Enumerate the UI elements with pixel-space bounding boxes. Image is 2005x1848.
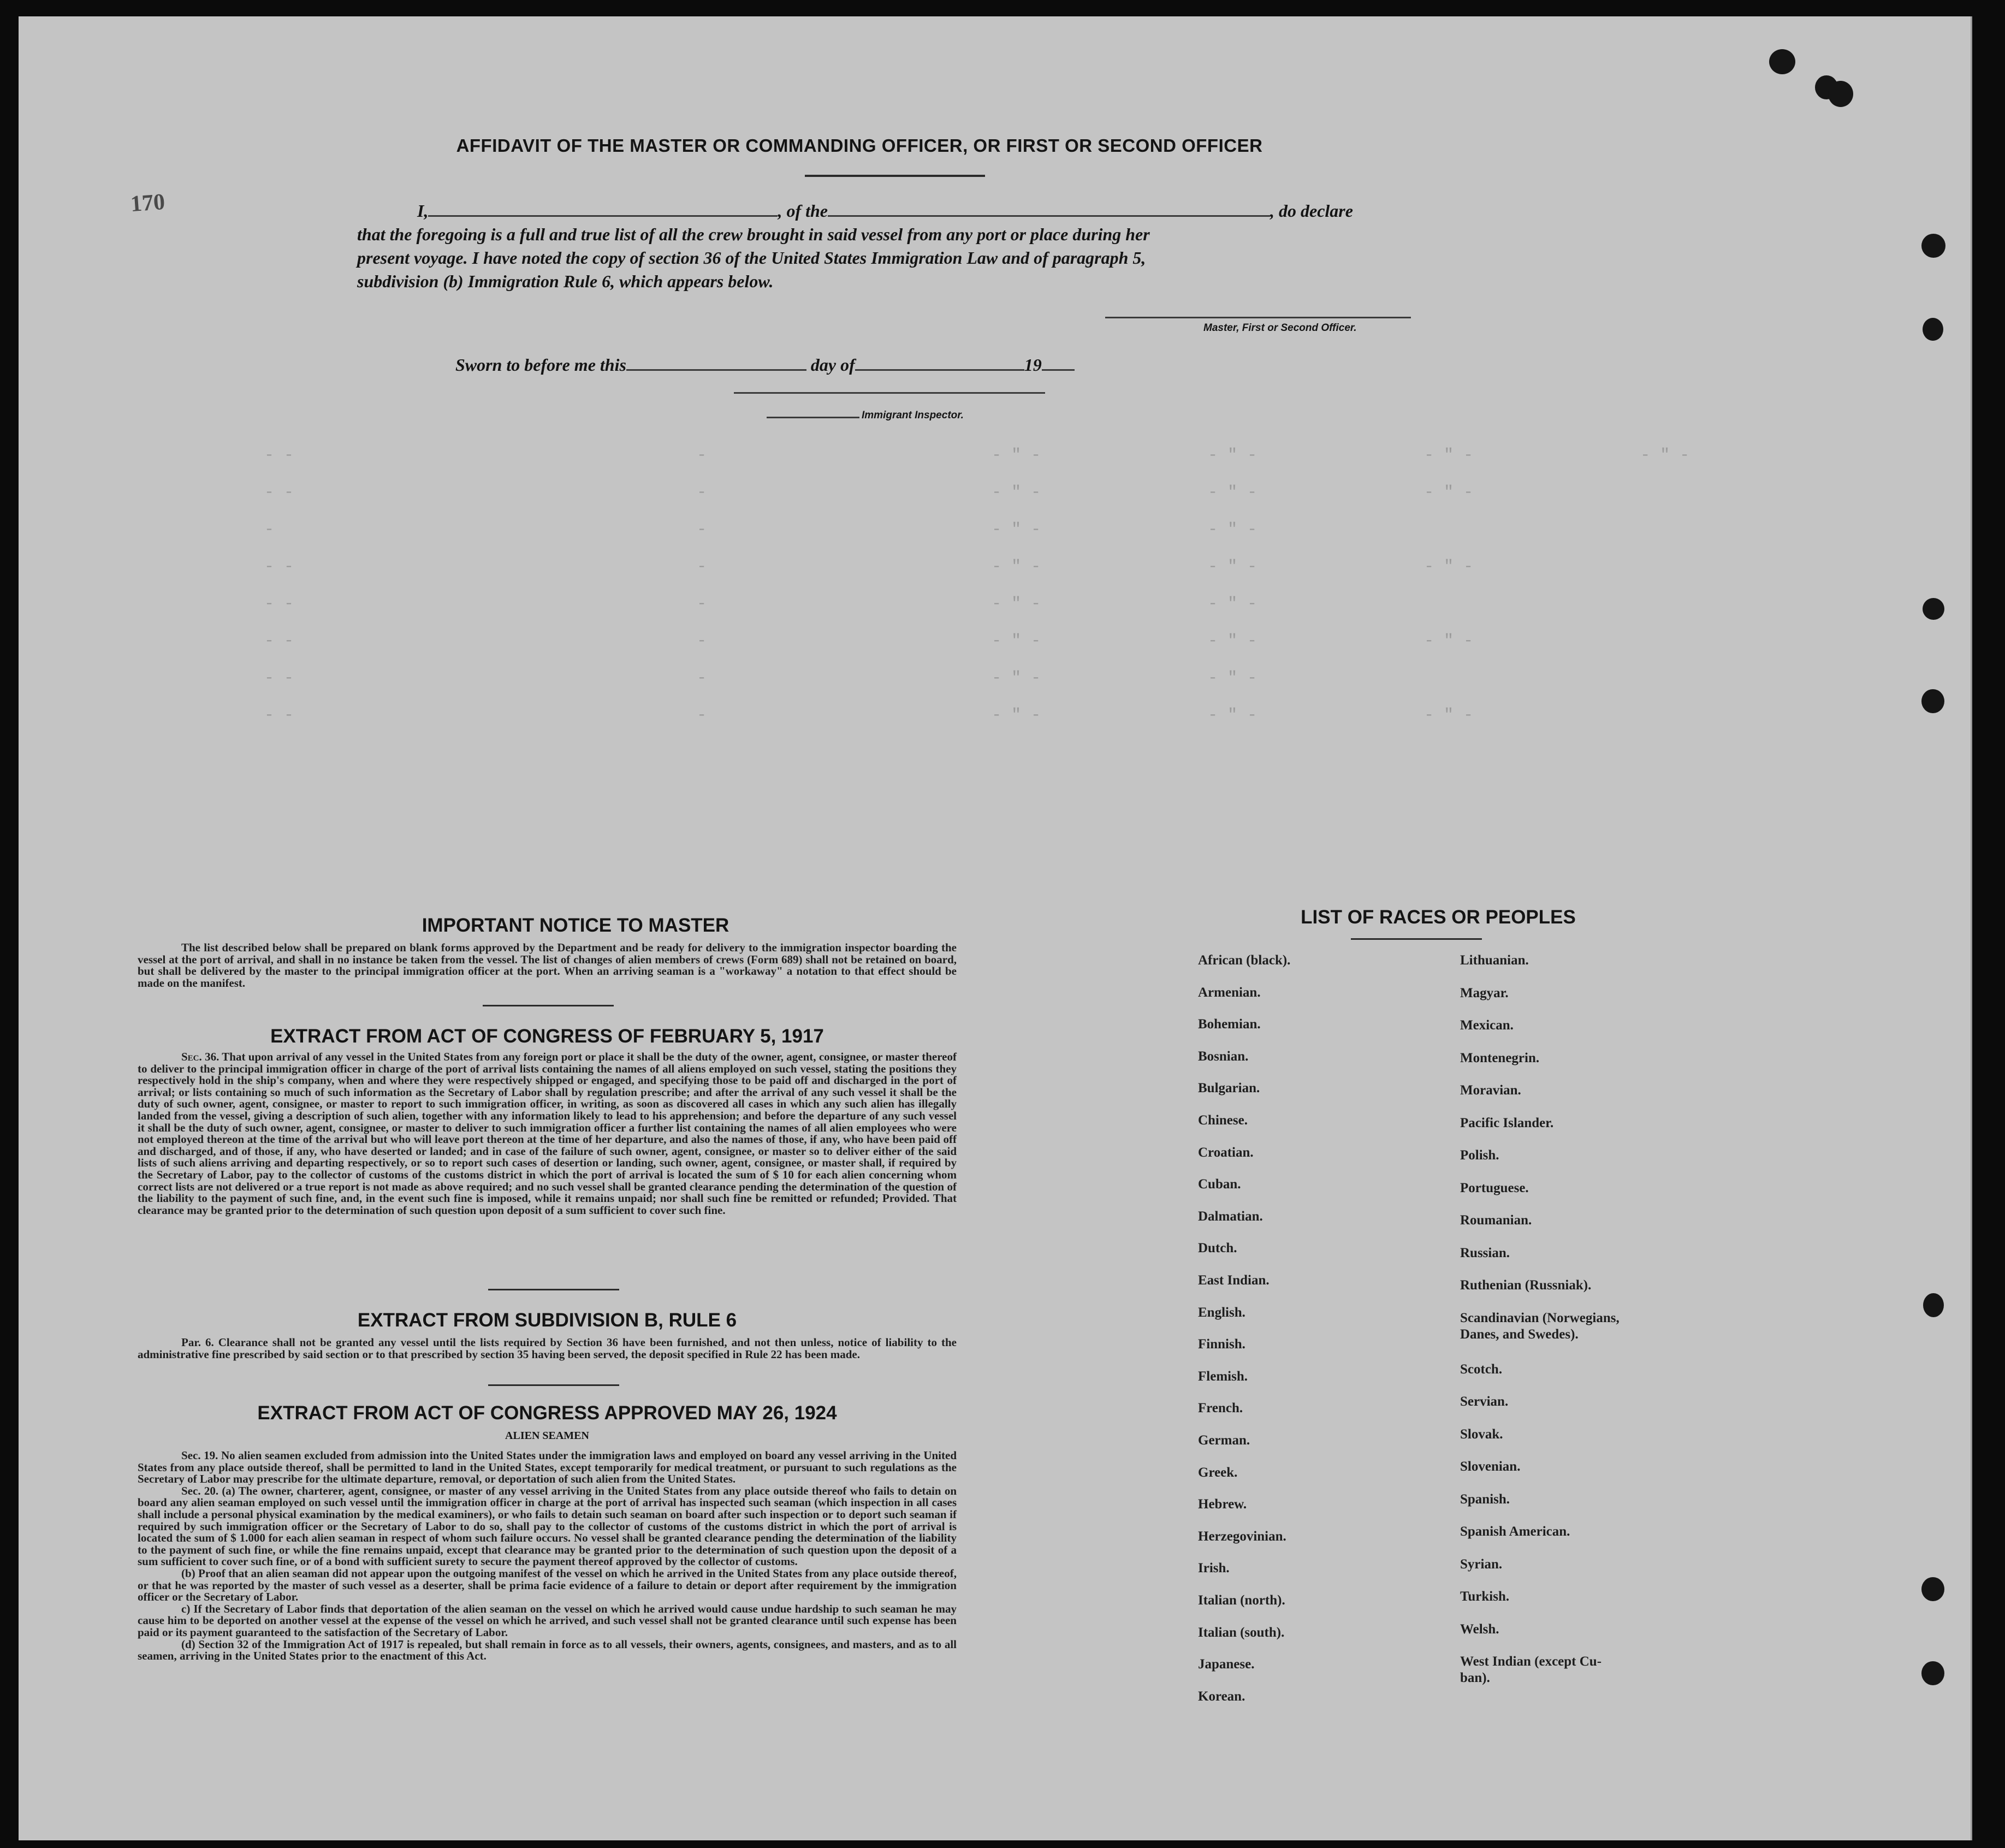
race-entry: Roumanian. (1460, 1213, 1532, 1228)
race-entry: German. (1198, 1433, 1250, 1448)
notice-divider (483, 1005, 614, 1006)
affidavit-title: AFFIDAVIT OF THE MASTER OR COMMANDING OFFICER, OR FIRST OR SECOND OFFICER (456, 135, 1263, 156)
race-entry: Magyar. (1460, 985, 1509, 1000)
punch-hole (1923, 1293, 1944, 1317)
race-entry: Ruthenian (Russniak). (1460, 1278, 1592, 1293)
bleed-through-marks: -- - -"- -"- -"- -"- -- - -"- -"- -"- - - -"- -"- -- - -"- -"- -"- -- - -"- -"- -- - -"- -"- -"- -- - -"- -"- -- - -"- -"- -"- (264, 446, 1700, 725)
punch-hole (1921, 234, 1945, 258)
sworn-day-field[interactable] (626, 369, 806, 371)
punch-hole (1769, 49, 1795, 74)
affidavit-declaration (357, 199, 1422, 293)
race-entry: Syrian. (1460, 1556, 1503, 1572)
race-entry: Bosnian. (1198, 1049, 1249, 1064)
inspector-signature-field[interactable] (734, 387, 1045, 394)
inspector-line (767, 410, 964, 422)
document-page (19, 16, 1972, 1840)
vessel-name-field[interactable] (828, 215, 1270, 217)
race-entry: Lithuanian. (1460, 953, 1529, 968)
race-entry: Portuguese. (1460, 1180, 1529, 1195)
rule-6-title: EXTRACT FROM SUBDIVISION B, RULE 6 (357, 1310, 737, 1331)
section-20-b: (b) Proof that an alien seaman did not appear upon the outgoing manifest of the vessel on which he arrived in the United States from any place outside thereof, or that he was reported by the master of such vessel as a deserter, shall be prima facie evidence of a failure to detain or deport after requirement by the immigration officer or the Secretary of Labor. (138, 1566, 957, 1604)
affidavit-line-2: that the foregoing is a full and true list of all the crew brought in said vessel from any port or place during her (357, 224, 1150, 244)
race-entry: African (black). (1198, 953, 1291, 968)
notice-body: The list described below shall be prepared on blank forms approved by the Department and be ready for delivery to the immigration inspector boarding the vessel at the port of arrival, and shall in no instance be taken from the vessel. The list of changes of alien members of crews (Form 689) shall not be retained on board, but shall be delivered by the master to the principal immigration officer at the port. When an arriving seaman is a "workaway" a notation to that effect should be made on the manifest. (138, 941, 957, 990)
punch-hole (1921, 1661, 1944, 1685)
master-signature-field[interactable] (1105, 306, 1411, 318)
inspector-caption: Immigrant Inspector. (862, 410, 964, 421)
race-entry: English. (1198, 1305, 1245, 1320)
race-entry: East Indian. (1198, 1273, 1270, 1288)
races-underline (1351, 938, 1482, 940)
race-entry: Chinese. (1198, 1113, 1248, 1128)
extract-1917-body: Sec. 36. That upon arrival of any vessel in the United States from any foreign port or place it shall be the duty of the owner, agent, consignee, or master thereof to deliver to the principal immigration officer in charge of the port of arrival lists containing the names of all aliens employed on such vessel, stating the positions they respectively hold in the ship's company, when and where they were respectively shipped or engaged, and specifying those to be paid off and discharged in the port of arrival; or lists containing so much of such information as the Secretary of Labor shall by regulation prescribe; and after the arrival of any such vessel it shall be the duty of such owner, agent, consignee, or master to report to such immigration officer, in writing, as soon as discovered all cases in which any such alien has illegally landed from the vessel, giving a description of such alien, together with any information likely to lead to his apprehension; and before the departure of any such vessel it shall be the duty of such owner, agent, consignee, or master to deliver to such immigration officer a further list containing the names of all alien employees who were not employed thereon at the time of the arrival but who will leave port thereon at the time of her departure, and also the names of those, if any, who have been paid off and discharged, and of those, if any, who have deserted or landed; and in case of the failure of such owner, agent, consignee, or master so to deliver either of the said lists of such aliens arriving and departing respectively, or so to report such cases of desertion or landing, such owner, agent, consignee, or master shall, if required by the Secretary of Labor, pay to the collector of customs of the customs district in which the port of arrival is located the sum of $ 10 for each alien concerning whom correct lists are not delivered or a true report is not made as above required; and no such vessel shall be granted clearance pending the determination of the question of the liability to the payment of such fine, and, in the event such fine is imposed, while it remains unpaid; nor shall such fine be remitted or refunded; Provided. That clearance may be granted prior to the determination of such question upon deposit of a sum sufficient to cover such fine. (138, 1050, 957, 1217)
day-of-label: day of (810, 355, 855, 375)
race-entry: Croatian. (1198, 1145, 1254, 1160)
race-entry: Japanese. (1198, 1657, 1255, 1672)
rule-6-divider (488, 1384, 619, 1386)
section-36-label: Sec. 36. (181, 1050, 220, 1063)
race-entry: Moravian. (1460, 1083, 1521, 1098)
sworn-line (455, 355, 1075, 375)
race-entry: Herzegovinian. (1198, 1529, 1286, 1544)
race-entry: Dalmatian. (1198, 1209, 1263, 1224)
affidavit-line-3: present voyage. I have noted the copy of section 36 of the United States Immigration Law and of paragraph 5, (357, 248, 1146, 268)
race-entry: Montenegrin. (1460, 1050, 1540, 1065)
race-entry: Mexican. (1460, 1018, 1514, 1033)
year-label: 19 (1024, 355, 1042, 375)
race-entry: Bohemian. (1198, 1017, 1261, 1032)
sworn-year-field[interactable] (1042, 369, 1075, 371)
race-entry: Scotch. (1460, 1361, 1503, 1377)
race-entry: Greek. (1198, 1465, 1238, 1480)
race-entry: Italian (north). (1198, 1593, 1285, 1608)
race-entry: Scandinavian (Norwegians, (1460, 1310, 1620, 1325)
race-entry: Slovak. (1460, 1426, 1503, 1442)
punch-hole (1921, 689, 1944, 713)
race-entry: West Indian (except Cu- (1460, 1654, 1602, 1669)
race-entry: Servian. (1460, 1394, 1509, 1409)
extract-1924-title: EXTRACT FROM ACT OF CONGRESS APPROVED MAY 26, 1924 (257, 1402, 837, 1424)
punch-hole (1923, 318, 1943, 341)
race-entry: Korean. (1198, 1689, 1245, 1704)
affidavit-do-declare-label: , do declare (1270, 201, 1353, 221)
race-entry: Armenian. (1198, 985, 1261, 1000)
race-entry: Italian (south). (1198, 1625, 1285, 1640)
section-20-a: Sec. 20. (a) The owner, charterer, agent, consignee, or master of any vessel arriving in the United States from any place outside thereof who fails to detain on board any alien seaman employed on such vessel until the immigration officer in charge at the port of arrival has inspected such seaman (which inspection in all cases shall include a personal physical examination by the medical examiners), or who fails to detain such seaman on board after such inspection or to deport such seaman if required by such immigration officer or the Secretary of Labor to do so, shall pay to the collector of customs of the customs district in which the port of arrival is located the sum of $ 1.000 for each alien seaman in respect of whom such failure occurs. No vessel shall be granted clearance pending the determination of the liability to the payment of such fine, or while the fine remains unpaid, except that clearance may be granted prior to the determination of such question upon the deposit of a sum sufficient to cover such fine, or of a bond with sufficient surety to secure the payment thereof approved by the collector of customs. (138, 1484, 957, 1568)
race-entry: French. (1198, 1401, 1243, 1416)
race-entry: Spanish. (1460, 1491, 1510, 1507)
race-entry: Flemish. (1198, 1369, 1248, 1384)
race-entry: Dutch. (1198, 1241, 1237, 1256)
rule-6-body: Par. 6. Clearance shall not be granted any vessel until the lists required by Section 36 have been furnished, and not then unless, notice of liability to the administrative fine prescribed by said section or to that prescribed by section 35 having been served, the deposit specified in Rule 22 has been made. (138, 1336, 957, 1361)
master-name-field[interactable] (428, 215, 778, 217)
race-entry: Bulgarian. (1198, 1081, 1260, 1096)
affidavit-i-label: I, (417, 201, 429, 221)
sworn-label: Sworn to before me this (455, 355, 626, 375)
race-entry: Russian. (1460, 1245, 1510, 1260)
master-signature-caption: Master, First or Second Officer. (1203, 322, 1357, 334)
alien-seamen-subtitle: ALIEN SEAMEN (505, 1430, 589, 1442)
title-underline (805, 175, 985, 177)
extract-1917-divider (488, 1289, 619, 1290)
race-entry: Irish. (1198, 1561, 1230, 1576)
punch-hole (1923, 598, 1944, 620)
race-entry: Welsh. (1460, 1621, 1499, 1637)
race-entry: Cuban. (1198, 1177, 1241, 1192)
paragraph-6-label: Par. 6. (181, 1336, 214, 1349)
race-entry: Pacific Islander. (1460, 1115, 1554, 1130)
punch-hole (1921, 1577, 1944, 1601)
race-entry: ban). (1460, 1671, 1490, 1685)
affidavit-of-the-label: , of the (778, 201, 828, 221)
punch-hole (1828, 81, 1853, 107)
race-entry: Hebrew. (1198, 1497, 1247, 1512)
section-20-c: c) If the Secretary of Labor finds that deportation of the alien seaman on the vessel on which he arrived would cause undue hardship to such seaman he may cause him to be deported on another vessel at the expense of the vessel on which he arrived, and such vessel shall not be granted clearance until such expense has been paid or its payment guaranteed to the satisfaction of the Secretary of Labor. (138, 1602, 957, 1639)
race-entry: Danes, and Swedes). (1460, 1326, 1579, 1342)
race-entry: Finnish. (1198, 1337, 1245, 1352)
races-title: LIST OF RACES OR PEOPLES (1301, 907, 1576, 928)
race-entry: Slovenian. (1460, 1459, 1521, 1474)
race-entry: Turkish. (1460, 1589, 1510, 1604)
extract-1924-body (138, 1450, 957, 1662)
notice-title: IMPORTANT NOTICE TO MASTER (422, 915, 729, 936)
margin-handwritten-mark: 170 (129, 189, 166, 217)
affidavit-line-4: subdivision (b) Immigration Rule 6, which appears below. (357, 271, 774, 291)
section-20-d: (d) Section 32 of the Immigration Act of 1917 is repealed, but shall remain in force as to all vessels, their owners, agents, consignees, and masters, and as to all seamen, arriving in the United States prior to the enactment of this Act. (138, 1637, 957, 1663)
race-entry: Polish. (1460, 1148, 1499, 1163)
sworn-month-field[interactable] (855, 369, 1024, 371)
extract-1917-title: EXTRACT FROM ACT OF CONGRESS OF FEBRUARY 5, 1917 (270, 1026, 824, 1047)
section-19: Sec. 19. No alien seamen excluded from admission into the United States under the immigration laws and employed on board any vessel arriving in the United States from any place outside thereof, shall be permitted to land in the United States, except temporarily for medical treatment, or pursuant to such regulations as the Secretary of Labor may prescribe for the ultimate departure, removal, or deportation of such alien from the United States. (138, 1449, 957, 1486)
race-entry: Spanish American. (1460, 1524, 1570, 1539)
